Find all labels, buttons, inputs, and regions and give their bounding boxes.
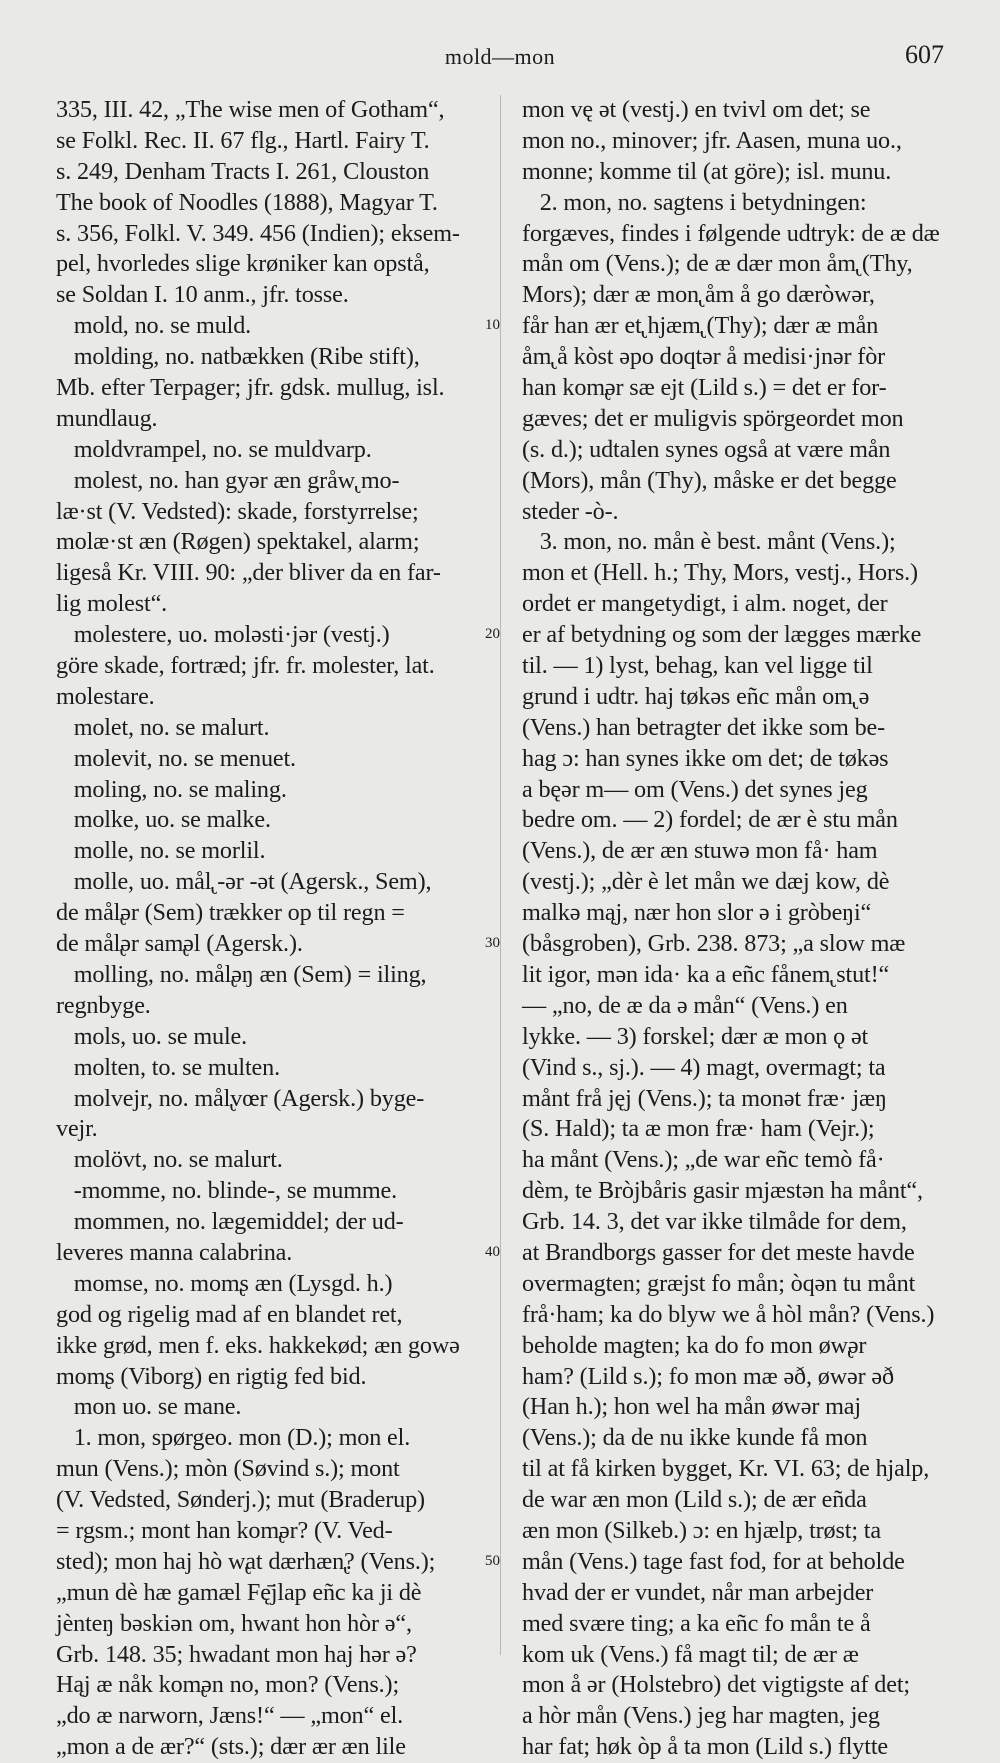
text-line: monne; komme til (at göre); isl. munu. [522, 157, 892, 185]
text-line: er af betydning og som der lægges mærke [522, 621, 922, 649]
line-number: 50 [485, 1553, 500, 1569]
text-line: frå·ham; ka do blyw we å hòl mån? (Vens.) [522, 1300, 935, 1328]
text-line: molevit, no. se menuet. [56, 744, 296, 772]
line-number: 20 [485, 626, 500, 642]
text-line: göre skade, fortræd; jfr. fr. molester, lat. [56, 652, 435, 680]
text-line: momse, no. mom̢s æn (Lysgd. h.) [56, 1269, 393, 1297]
text-line: mols, uo. se mule. [56, 1022, 248, 1050]
text-line: vejr. [56, 1115, 98, 1143]
text-line: hvad der er vundet, når man arbejder [522, 1578, 874, 1606]
text-line: a hòr mån (Vens.) jeg har magten, jeg [522, 1702, 880, 1730]
right-column [522, 95, 952, 1763]
text-line: god og rigelig mad af en blandet ret, [56, 1300, 403, 1328]
text-line: (Han h.); hon wel ha mån øwər maj [522, 1393, 861, 1421]
line-number: 40 [485, 1244, 500, 1260]
text-line: ham? (Lild s.); fo mon mæ əð, øwər əð [522, 1362, 894, 1390]
text-line: — „no, de æ da ə mån“ (Vens.) en [522, 991, 848, 1019]
text-line: mold, no. se muld. [56, 312, 252, 340]
text-line: mommen, no. lægemiddel; der ud- [56, 1208, 404, 1236]
text-line: „do æ narworn, Jæns!“ — „mon“ el. [56, 1702, 404, 1730]
text-line: lig molest“. [56, 590, 168, 618]
text-line: The book of Noodles (1888), Magyar T. [56, 188, 438, 216]
text-line: ordet er mangetydigt, i alm. noget, der [522, 590, 888, 618]
text-line: „mon a de ær?“ (sts.); dær ær æn lile [56, 1733, 406, 1761]
text-line: mån (Vens.) tage fast fod, for at beholde [522, 1547, 905, 1575]
text-line: 3. mon, no. mån è best. månt (Vens.); [522, 528, 896, 556]
running-head: mold—mon [444, 44, 556, 69]
text-line: månt frå jęj (Vens.); ta monət fræ· jæŋ [522, 1084, 887, 1112]
text-line: leveres manna calabrina. [56, 1238, 293, 1266]
text-line: de mål̢ər (Sem) trækker op til regn = [56, 899, 405, 927]
text-line: molestere, uo. moləsti·jər (vestj.) [56, 621, 390, 649]
text-line: moling, no. se maling. [56, 775, 287, 803]
text-line: åm̢ å kòst əpo doqtər å medisi·jnər fòr [522, 343, 886, 371]
text-line: til at få kirken bygget, Kr. VI. 63; de hjalp, [522, 1455, 930, 1483]
text-line: molestare. [56, 682, 155, 710]
text-line: = rgsm.; mont han kom̢ər? (V. Ved- [56, 1516, 393, 1544]
text-line: „mun dè hæ gamæl Fę̄jlap eñc ka ji dè [56, 1578, 422, 1606]
text-line: hag ɔ: han synes ikke om det; de tøkəs [522, 744, 889, 772]
page-number: 607 [905, 40, 944, 69]
page-header [0, 40, 1000, 80]
text-line: overmagten; græjst fo mån; òqən tu månt [522, 1269, 916, 1297]
text-line: pel, hvorledes slige krøniker kan opstå, [56, 250, 430, 278]
text-line: Grb. 148. 35; hwadant mon haj hər ə? [56, 1640, 417, 1668]
text-line: molle, uo. mål̢ -ər -ət (Agersk., Sem), [56, 868, 432, 896]
text-line: mon et (Hell. h.; Thy, Mors, vestj., Hors.) [522, 559, 918, 587]
text-line: (vestj.); „dèr è let mån we dæj kow, dè [522, 868, 890, 896]
text-line: at Brandborgs gasser for det meste havde [522, 1238, 915, 1266]
text-line: (Vens.), de ær æn stuwə mon få· ham [522, 837, 878, 865]
text-line: forgæves, findes i følgende udtryk: de æ dæ [522, 219, 940, 247]
text-line: dèm, te Bròjbåris gasir mjæstən ha månt“, [522, 1177, 923, 1205]
text-line: (Vens.) han betragter det ikke som be- [522, 713, 886, 741]
text-line: Mb. efter Terpager; jfr. gdsk. mullug, isl. [56, 374, 445, 402]
text-line: (Vind s., sj.). — 4) magt, overmagt; ta [522, 1053, 886, 1081]
text-line: steder -ò-. [522, 497, 619, 525]
text-line: mon vę ət (vestj.) en tvivl om det; se [522, 96, 871, 123]
text-line: de war æn mon (Lild s.); de ær eñda [522, 1486, 867, 1514]
text-line: han kom̢ər sæ ejt (Lild s.) = det er for- [522, 374, 887, 402]
text-line: lykke. — 3) forskel; dær æ mon ǫ ət [522, 1022, 869, 1050]
text-line: (Vens.); da de nu ikke kunde få mon [522, 1424, 868, 1452]
text-line: Hąj æ nåk kom̢ən no, mon? (Vens.); [56, 1671, 400, 1699]
text-line: jènteŋ bəskiən om, hwant hon hòr ə“, [56, 1609, 412, 1637]
text-line: 2. mon, no. sagtens i betydningen: [522, 188, 867, 216]
text-line: regnbyge. [56, 991, 151, 1019]
text-line: (S. Hald); ta æ mon fræ· ham (Vejr.); [522, 1115, 875, 1143]
text-line: a bęər m— om (Vens.) det synes jeg [522, 775, 868, 803]
text-line: molest, no. han gyər æn gråw̢ mo- [56, 466, 400, 494]
text-line: se Folkl. Rec. II. 67 flg., Hartl. Fairy T. [56, 126, 430, 154]
text-line: mun (Vens.); mòn (Søvind s.); mont [56, 1455, 400, 1483]
text-line: molke, uo. se malke. [56, 806, 271, 834]
text-line: molæ·st æn (Røgen) spektakel, alarm; [56, 528, 420, 556]
text-line: mån om (Vens.); de æ dær mon åm̢ (Thy, [522, 250, 913, 278]
left-column [56, 95, 496, 1763]
text-line: (V. Vedsted, Sønderj.); mut (Braderup) [56, 1486, 425, 1514]
text-line: mon å ər (Holstebro) det vigtigste af det; [522, 1671, 910, 1699]
text-line: Grb. 14. 3, det var ikke tilmåde for dem, [522, 1208, 907, 1236]
text-line: gæves; det er muligvis spörgeordet mon [522, 404, 904, 432]
line-number: 10 [485, 317, 500, 333]
text-line: lit igor, mən ida· ka a eñc fånem̢ stut!“ [522, 960, 890, 988]
text-line: får han ær et̢ hjæm̢ (Thy); dær æ mån [522, 312, 879, 340]
text-line: molten, to. se multen. [56, 1053, 280, 1081]
text-line: malkə mąj, nær hon slor ə i gròbeŋi“ [522, 899, 872, 927]
text-line: 1. mon, spørgeo. mon (D.); mon el. [56, 1424, 411, 1452]
text-line: molle, no. se morlil. [56, 837, 266, 865]
text-line: s. 356, Folkl. V. 349. 456 (Indien); eksem- [56, 219, 460, 247]
text-line: molding, no. natbækken (Ribe stift), [56, 343, 420, 371]
text-line: æn mon (Silkeb.) ɔ: en hjælp, trøst; ta [522, 1516, 881, 1544]
text-line: ligeså Kr. VIII. 90: „der bliver da en far- [56, 559, 441, 587]
text-line: molvejr, no. mål̢vœr (Agersk.) byge- [56, 1084, 425, 1112]
text-line: mon no., minover; jfr. Aasen, muna uo., [522, 126, 902, 154]
text-line: kom uk (Vens.) få magt til; de ær æ [522, 1640, 859, 1668]
line-number: 30 [485, 935, 500, 951]
text-line: har fat; høk òp å ta mon (Lild s.) flytte [522, 1733, 888, 1761]
text-line: til. — 1) lyst, behag, kan vel ligge til [522, 652, 873, 680]
text-line: (Mors), mån (Thy), måske er det begge [522, 466, 897, 494]
text-line: s. 249, Denham Tracts I. 261, Clouston [56, 157, 430, 185]
text-line: molet, no. se malurt. [56, 713, 270, 741]
text-line: de mål̢ər sam̢əl (Agersk.). [56, 930, 303, 958]
text-line: bedre om. — 2) fordel; de ær è stu mån [522, 806, 898, 834]
text-line: mundlaug. [56, 404, 158, 432]
text-line: se Soldan I. 10 anm., jfr. tosse. [56, 281, 349, 309]
text-line: sted); mon haj hò w̢at dærhæn̢? (Vens.); [56, 1547, 436, 1575]
text-line: molövt, no. se malurt. [56, 1146, 283, 1174]
text-line: (s. d.); udtalen synes også at være mån [522, 435, 891, 463]
column-gutter [478, 95, 522, 1655]
text-line: mom̢s (Viborg) en rigtig fed bid. [56, 1362, 367, 1390]
text-line: læ·st (V. Vedsted): skade, forstyrrelse; [56, 497, 419, 525]
text-line: 335, III. 42, „The wise men of Gotham“, [56, 96, 445, 123]
text-line: Mors); dær æ mon̢ åm å go dæròwər, [522, 281, 875, 309]
text-line: mon uo. se mane. [56, 1393, 242, 1421]
text-line: grund i udtr. haj tøkəs eñc mån om̢ ə [522, 682, 870, 710]
text-line: ikke grød, men f. eks. hakkekød; æn gowə [56, 1331, 460, 1359]
text-line: beholde magten; ka do fo mon øw̢ər [522, 1331, 867, 1359]
text-line: -momme, no. blinde-, se mumme. [56, 1177, 398, 1205]
text-line: (båsgroben), Grb. 238. 873; „a slow mæ [522, 930, 906, 958]
text-line: med svære ting; a ka eñc fo mån te å [522, 1609, 871, 1637]
column-divider [500, 95, 501, 1655]
text-line: molling, no. mål̢əŋ æn (Sem) = iling, [56, 960, 427, 988]
text-line: ha månt (Vens.); „de war eñc temò få· [522, 1146, 885, 1174]
text-line: moldvrampel, no. se muldvarp. [56, 435, 372, 463]
